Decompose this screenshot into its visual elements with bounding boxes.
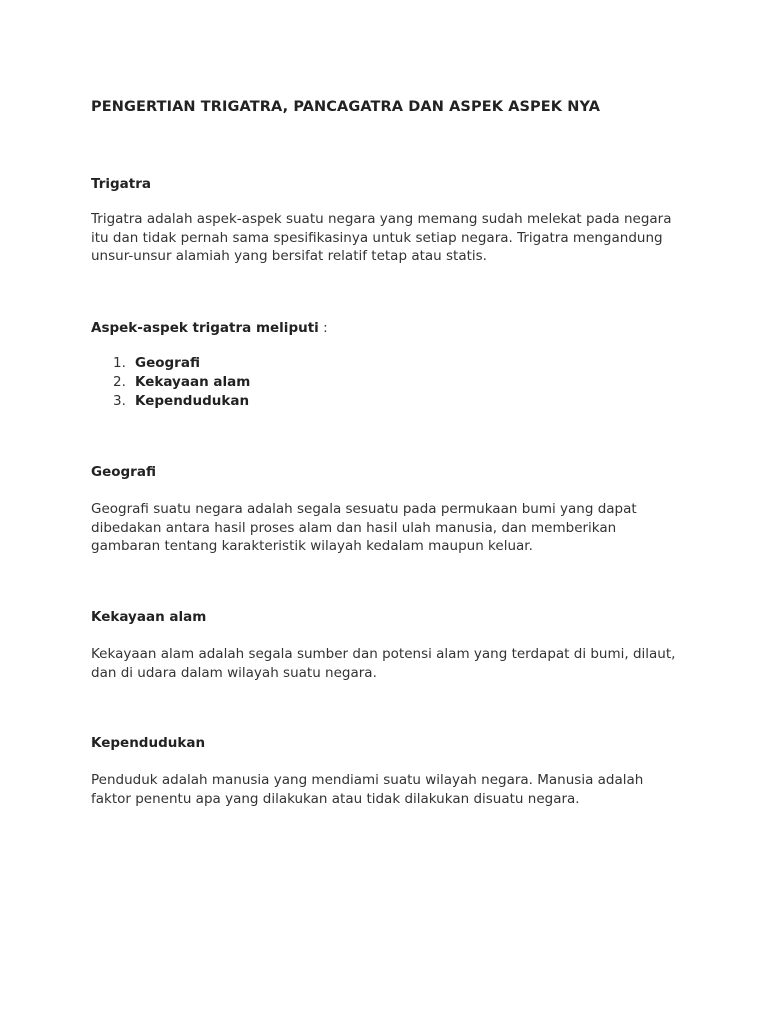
heading-kependudukan: Kependudukan	[91, 735, 206, 751]
aspects-heading-text: Aspek-aspek trigatra meliputi	[91, 320, 319, 336]
list-item-label: Kependudukan	[135, 393, 250, 409]
heading-kekayaan-alam: Kekayaan alam	[91, 609, 207, 625]
document-title: PENGERTIAN TRIGATRA, PANCAGATRA DAN ASPEK ASPEK NYA	[91, 99, 601, 115]
paragraph-kekayaan-alam: Kekayaan alam adalah segala sumber dan potensi alam yang terdapat di bumi, dilaut, dan di udara dalam wilayah suatu negara.	[91, 646, 676, 681]
heading-trigatra: Trigatra	[91, 176, 152, 192]
list-item-label: Kekayaan alam	[135, 374, 251, 390]
list-item-number: 1.	[113, 355, 126, 371]
list-item	[91, 354, 250, 373]
list-item-label: Geografi	[135, 355, 200, 371]
paragraph-kependudukan: Penduduk adalah manusia yang mendiami suatu wilayah negara. Manusia adalah faktor penentu apa yang dilakukan atau tidak dilakukan disuatu negara.	[91, 772, 644, 807]
list-item	[91, 392, 250, 411]
list-item-number: 3.	[113, 393, 126, 409]
paragraph-geografi: Geografi suatu negara adalah segala sesuatu pada permukaan bumi yang dapat dibedakan antara hasil proses alam dan hasil ulah manusia, dan memberikan gambaran tentang karakteristik wilayah kedalam maupun keluar.	[91, 501, 637, 554]
heading-geografi: Geografi	[91, 464, 156, 480]
list-item-number: 2.	[113, 374, 126, 390]
aspects-heading-colon: :	[318, 320, 328, 336]
list-item	[91, 373, 250, 392]
paragraph-trigatra: Trigatra adalah aspek-aspek suatu negara yang memang sudah melekat pada negara itu dan tidak pernah sama spesifikasinya untuk setiap negara. Trigatra mengandung unsur-unsur alamiah yang bersifat relatif tetap atau statis.	[91, 211, 672, 264]
aspects-list	[91, 354, 250, 411]
heading-aspects	[91, 320, 328, 336]
